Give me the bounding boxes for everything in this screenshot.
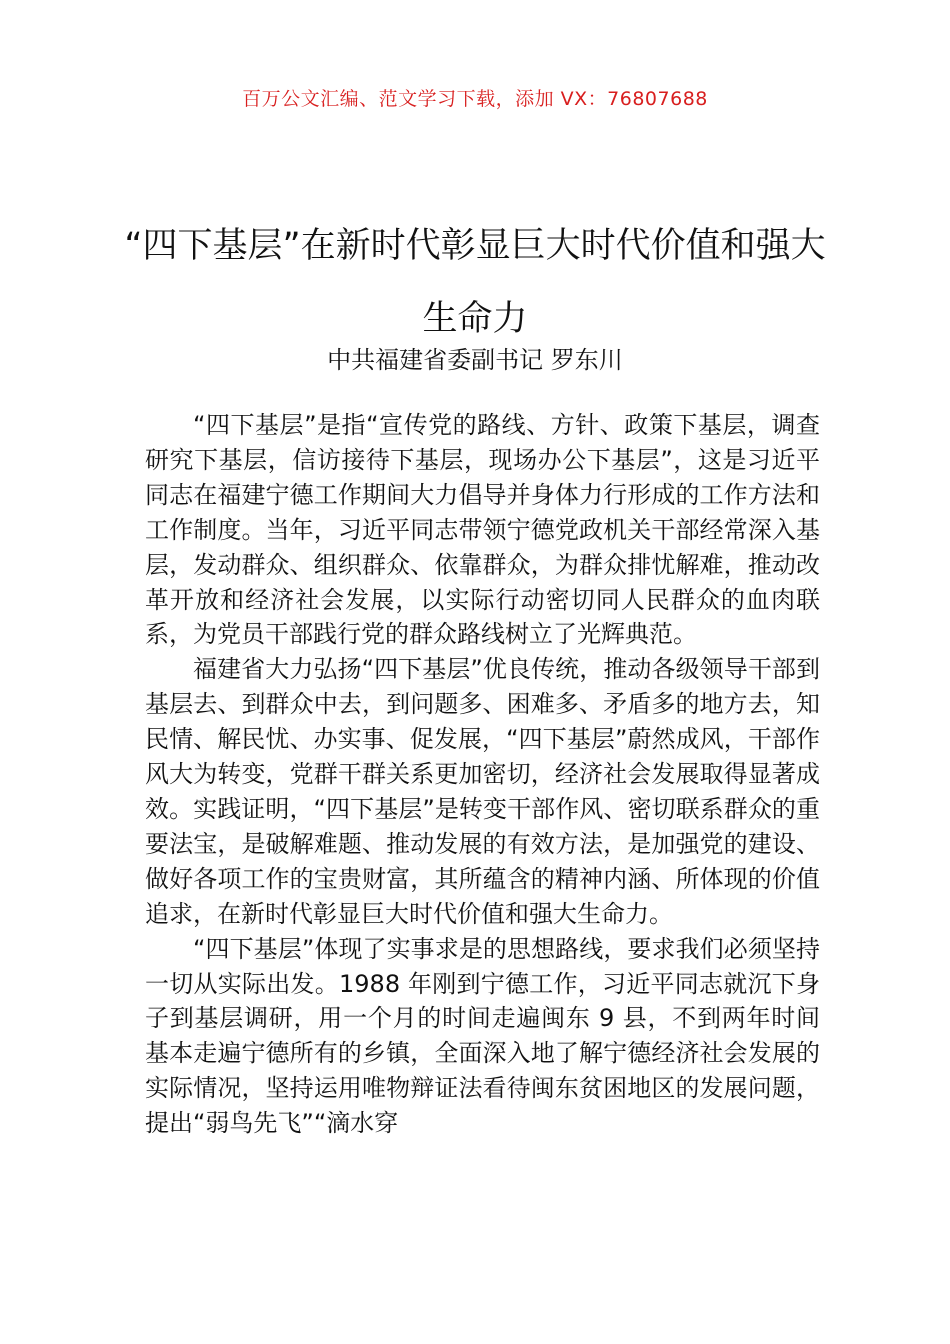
paragraph-1: “四下基层”是指“宣传党的路线、方针、政策下基层，调查研究下基层，信访接待下基层，现场办公下基层”，这是习近平同志在福建宁德工作期间大力倡导并身体力行形成的工作方法和工作制度。当年，习近平同志带领宁德党政机关干部经常深入基层，发动群众、组织群众、依靠群众，为群众排忧解难，推动改革开放和经济社会发展，以实际行动密切同人民群众的血肉联系，为党员干部践行党的群众路线树立了光辉典范。 [145,411,820,649]
paragraph-2: 福建省大力弘扬“四下基层”优良传统，推动各级领导干部到基层去、到群众中去，到问题多、困难多、矛盾多的地方去，知民情、解民忧、办实事、促发展，“四下基层”蔚然成风，干部作风大为转变，党群干群关系更加密切，经济社会发展取得显著成效。实践证明，“四下基层”是转变干部作风、密切联系群众的重要法宝，是破解难题、推动发展的有效方法，是加强党的建设、做好各项工作的宝贵财富，其所蕴含的精神内涵、所体现的价值追求，在新时代彰显巨大时代价值和强大生命力。 [145,655,820,928]
article-byline: 中共福建省委副书记 罗东川 [327,346,623,374]
article-body [145,408,820,1141]
paragraph-3: “四下基层”体现了实事求是的思想路线，要求我们必须坚持一切从实际出发。1988 年刚到宁德工作，习近平同志就沉下身子到基层调研，用一个月的时间走遍闽东 9 县，不到两年时间基本走遍宁德所有的乡镇，全面深入地了解宁德经济社会发展的实际情况，坚持运用唯物辩证法看待闽东贫困地区的发展问题，提出“弱鸟先飞”“滴水穿 [145,934,820,1138]
article-title: “四下基层”在新时代彰显巨大时代价值和强大生命力 [124,226,826,339]
header-watermark-note: 百万公文汇编、范文学习下载，添加 VX：76807688 [242,88,708,110]
